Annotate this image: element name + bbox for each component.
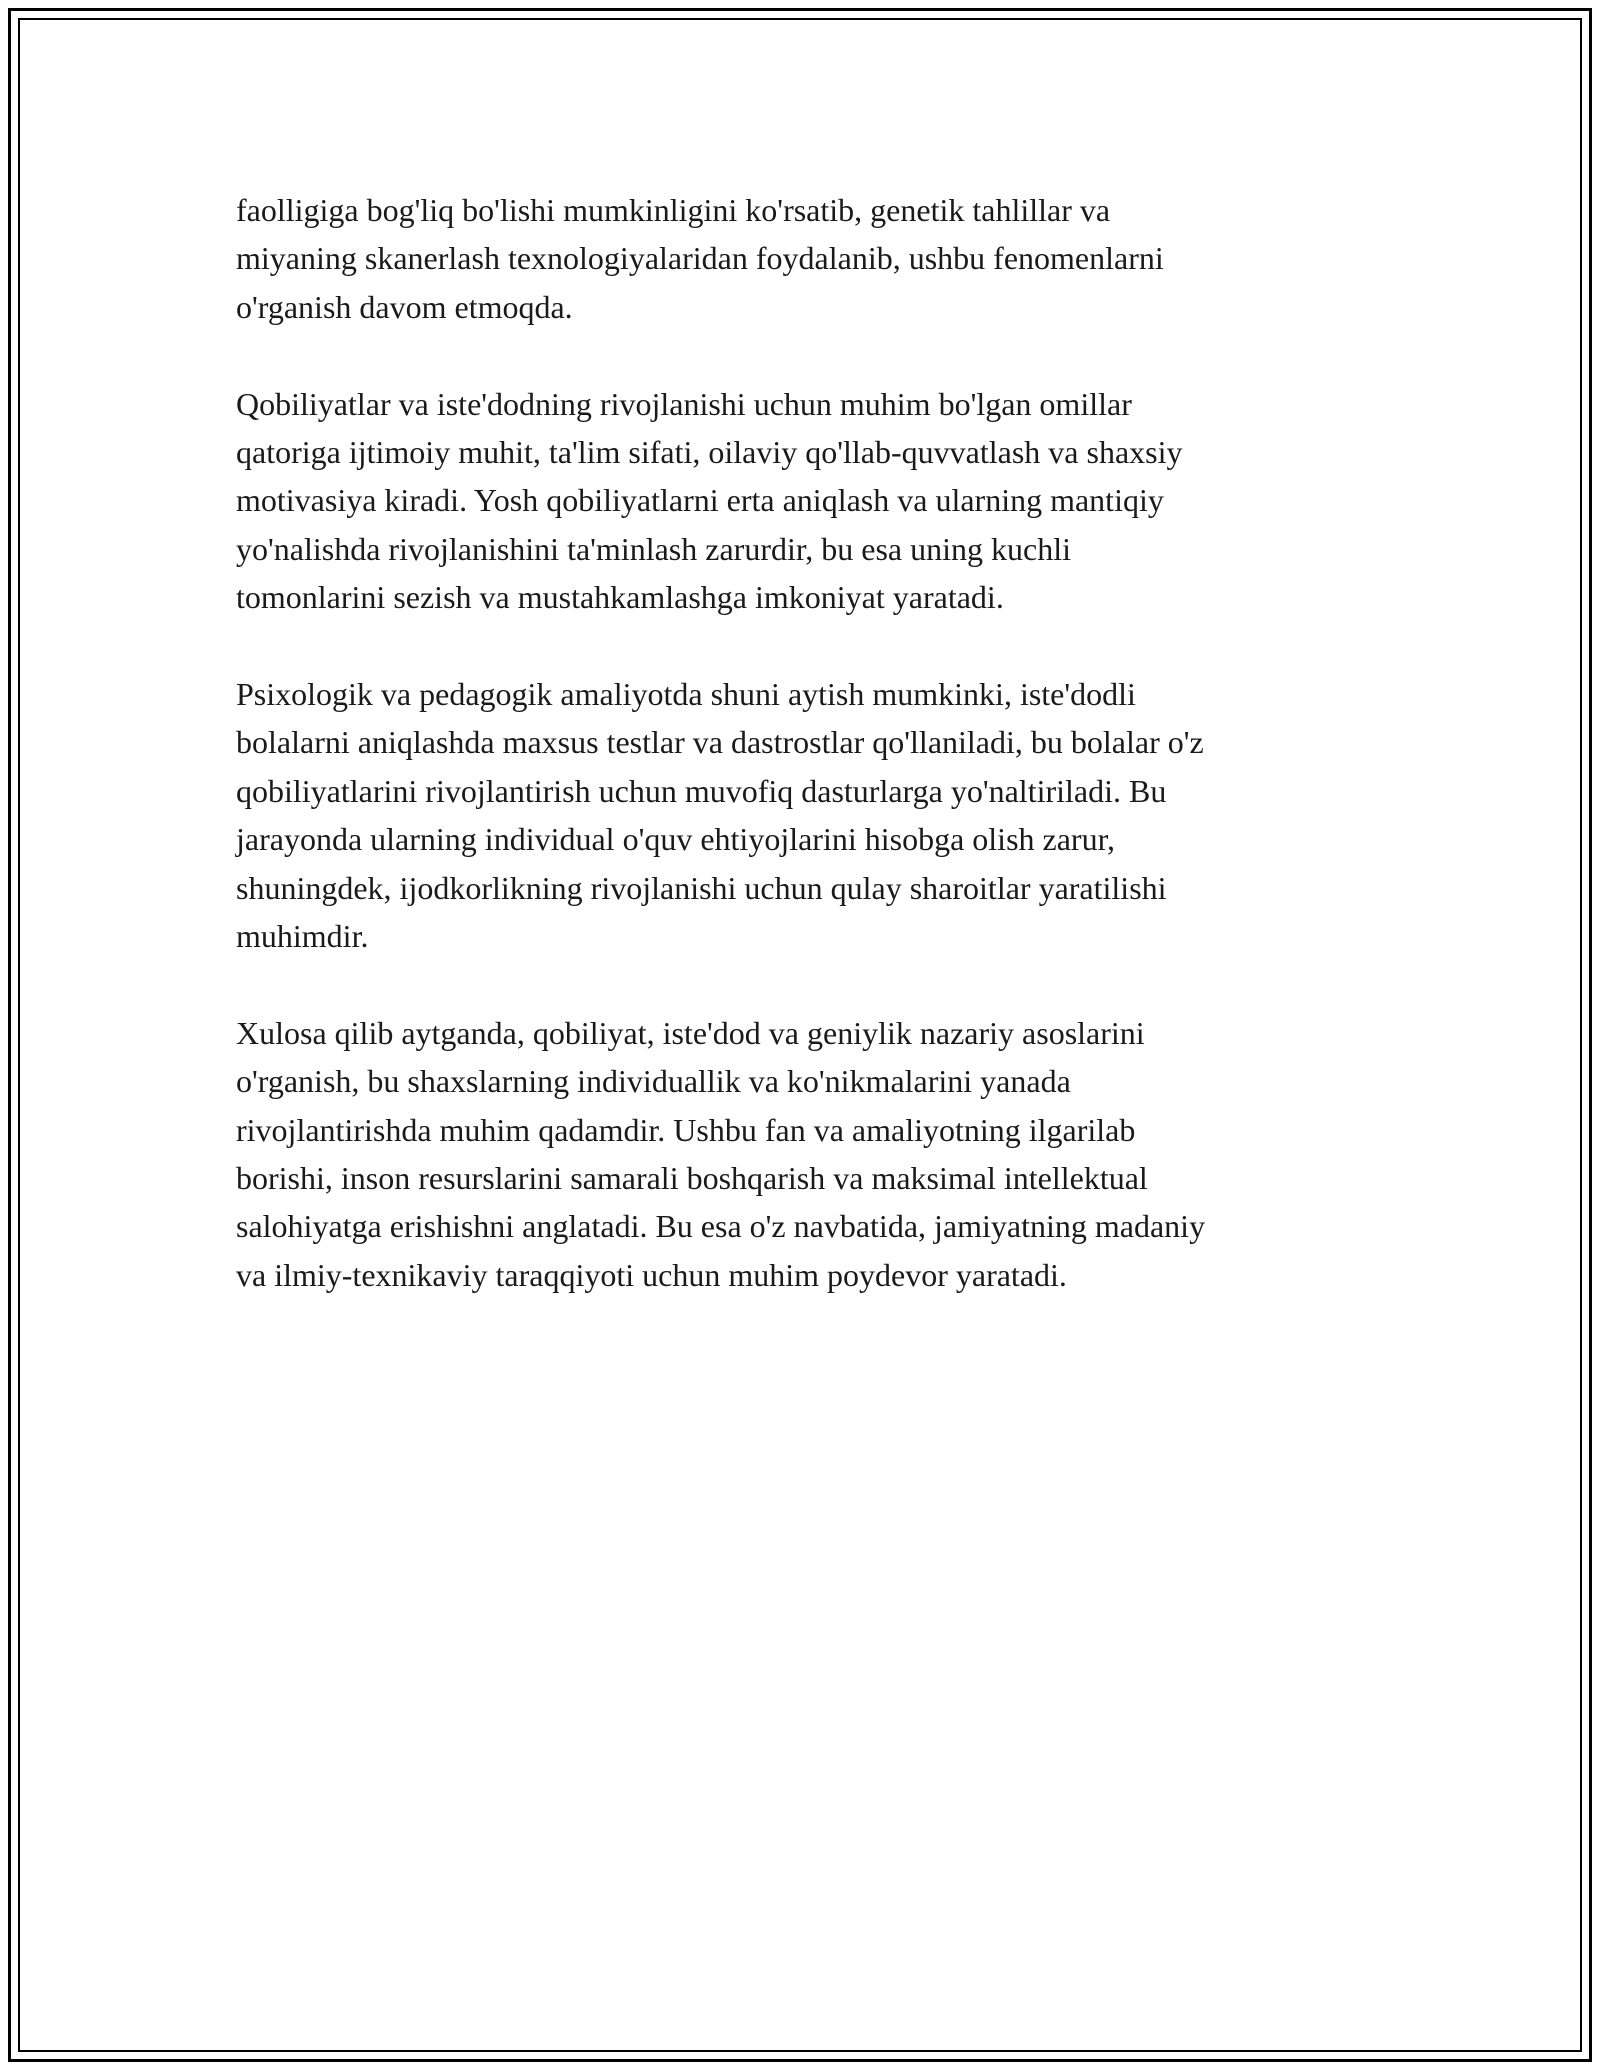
document-body [236, 186, 1356, 1348]
paragraph-1: faolligiga bog'liq bo'lishi mumkinligini ko'rsatib, genetik tahlillar va miyaning skanerlash texnologiyalaridan foydalanib, ushbu fenomenlarni o'rganish davom etmoqda. [236, 192, 1164, 325]
paragraph-4: Xulosa qilib aytganda, qobiliyat, iste'dod va geniylik nazariy asoslarini o'rganish, bu shaxslarning individuallik va ko'nikmalarini yanada rivojlantirishda muhim qadamdir. Ushbu fan va amaliyotning ilgarilab borishi, inson resurslarini samarali boshqarish va maksimal intellektual salohiyatga erishishni anglatadi. Bu esa o'z navbatida, jamiyatning madaniy va ilmiy-texnikaviy taraqqiyoti uchun muhim poydevor yaratadi. [236, 1014, 1206, 1293]
paragraph-2: Qobiliyatlar va iste'dodning rivojlanishi uchun muhim bo'lgan omillar qatoriga ijtimoiy muhit, ta'lim sifati, oilaviy qo'llab-quvvatlash va shaxsiy motivasiya kiradi. Yosh qobiliyatlarni erta aniqlash va ularning mantiqiy yo'nalishda rivojlanishini ta'minlash zarurdir, bu esa uning kuchli tomonlarini sezish va mustahkamlashga imkoniyat yaratadi. [236, 385, 1183, 616]
paragraph-3: Psixologik va pedagogik amaliyotda shuni aytish mumkinki, iste'dodli bolalarni aniqlashda maxsus testlar va dastrostlar qo'llaniladi, bu bolalar o'z qobiliyatlarini rivojlantirish uchun muvofiq dasturlarga yo'naltiriladi. Bu jarayonda ularning individual o'quv ehtiyojlarini hisobga olish zarur, shuningdek, ijodkorlikning rivojlanishi uchun qulay sharoitlar yaratilishi muhimdir. [236, 676, 1204, 955]
